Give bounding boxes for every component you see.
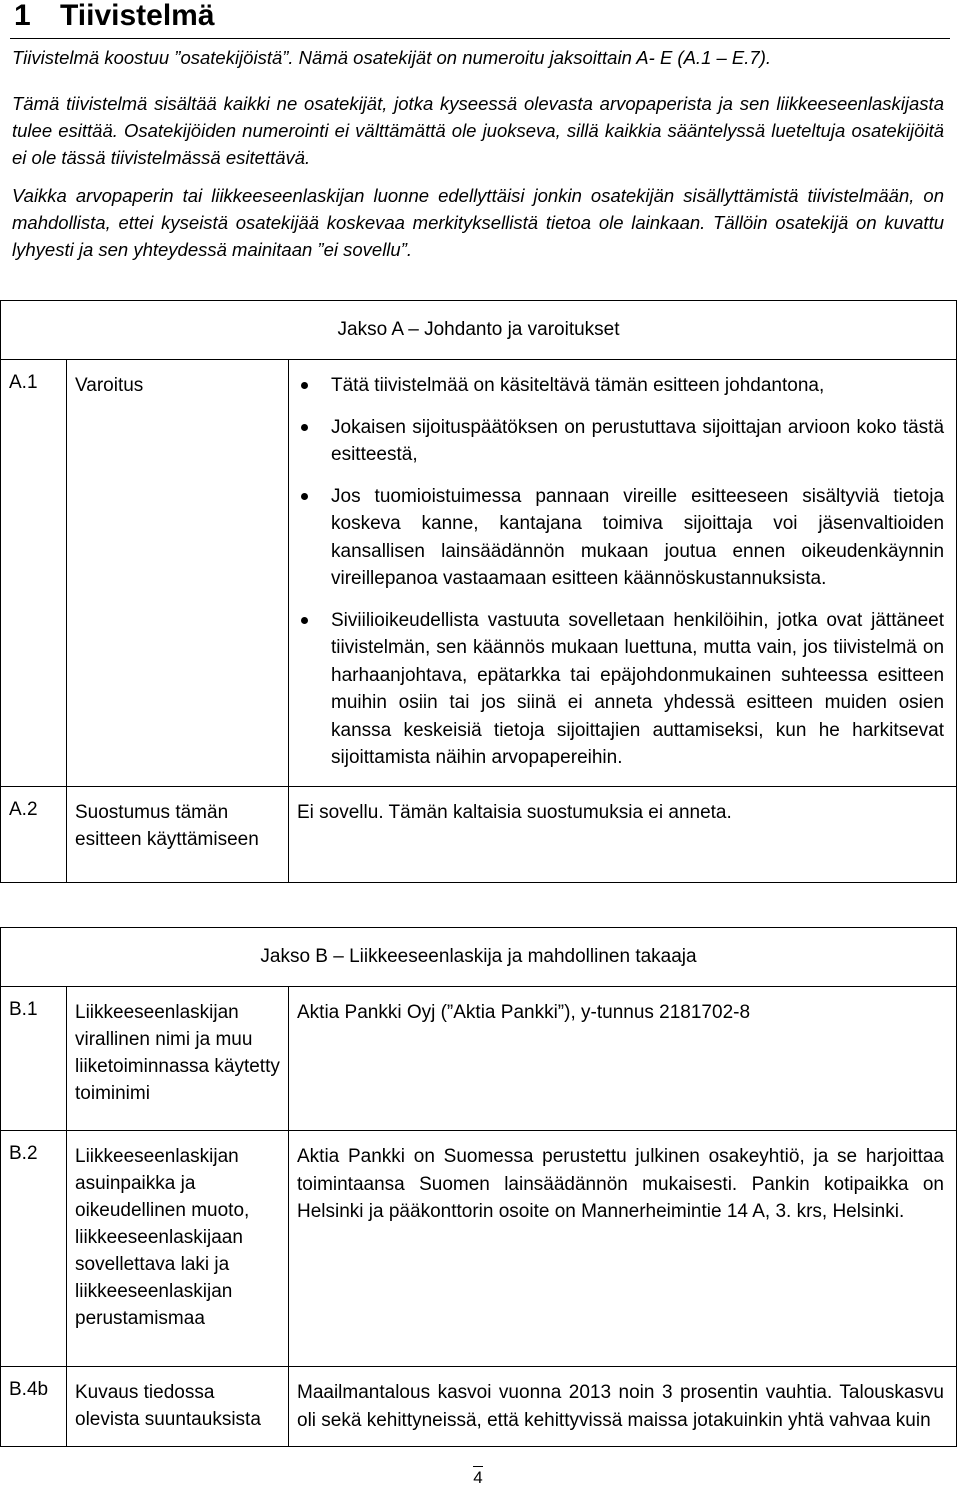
list-item: Jos tuomioistuimessa pannaan vireille esitteeseen sisältyviä tietoja koskeva kanne, kantajana toimiva sijoittaja voi jäsenvaltioiden kansallisen lainsäädännön mukaan joutua ennen oikeudenkäynnin vireillepanoa vastaamaan esitteen käännöskustannuksista.: [297, 483, 944, 593]
element-content: Ei sovellu. Tämän kaltaisia suostumuksia ei anneta.: [289, 786, 957, 882]
bullet-icon: [301, 617, 308, 624]
section-title: Tiivistelmä: [60, 0, 215, 32]
bullet-icon: [301, 424, 308, 431]
section-b-title: Jakso B – Liikkeeseenlaskija ja mahdollinen takaaja: [1, 928, 957, 987]
page-number: 4: [473, 1468, 483, 1487]
bullet-icon: [301, 493, 308, 500]
section-a-title: Jakso A – Johdanto ja varoitukset: [1, 301, 957, 360]
element-label: Liikkeeseenlaskijan virallinen nimi ja muu liiketoiminnassa käytetty toiminimi: [67, 987, 289, 1131]
intro-paragraph-1: Tiivistelmä koostuu ”osatekijöistä”. Nämä osatekijät on numeroitu jaksoittain A- E (A.1 – E.7).: [12, 47, 771, 68]
element-id: B.2: [1, 1131, 67, 1367]
section-number: 1: [14, 0, 31, 32]
element-id: A.1: [1, 360, 67, 787]
section-b-table: [0, 927, 957, 1447]
bullet-icon: [301, 382, 308, 389]
list-item: Jokaisen sijoituspäätöksen on perustuttava sijoittajan arvioon koko tästä esitteestä,: [297, 414, 944, 469]
intro-paragraph-2: Tämä tiivistelmä sisältää kaikki ne osatekijät, jotka kyseessä olevasta arvopaperista ja sen liikkeeseenlaskijasta tulee esittää. Osatekijöiden numerointi ei välttämättä ole juokseva, sillä kaikkia sääntelyssä lueteltuja osatekijöitä ei ole tässä tiivistelmässä esitettävä.: [12, 93, 944, 168]
element-content: Aktia Pankki on Suomessa perustettu julkinen osakeyhtiö, ja se harjoittaa toimintaansa Suomen lainsäädännön mukaisesti. Pankin kotipaikka on Helsinki ja pääkonttorin osoite on Mannerheimintie 14 A, 3. krs, Helsinki.: [289, 1131, 957, 1367]
element-id: A.2: [1, 786, 67, 882]
element-content: [289, 360, 957, 787]
element-label: Liikkeeseenlaskijan asuinpaikka ja oikeudellinen muoto, liikkeeseenlaskijaan sovellettava laki ja liikkeeseenlaskijan perustamismaa: [67, 1131, 289, 1367]
element-label: Varoitus: [67, 360, 289, 787]
list-item: Tätä tiivistelmää on käsiteltävä tämän esitteen johdantona,: [297, 372, 944, 400]
element-label: Suostumus tämän esitteen käyttämiseen: [67, 786, 289, 882]
element-label: Kuvaus tiedossa olevista suuntauksista: [67, 1367, 289, 1447]
element-content: Maailmantalous kasvoi vuonna 2013 noin 3 prosentin vauhtia. Talouskasvu oli sekä kehittyneissä, että kehittyvissä maissa jotakuinkin yhtä vahvaa kuin: [289, 1367, 957, 1447]
warning-list: [297, 372, 944, 772]
section-heading: [10, 0, 950, 39]
list-item: Siviilioikeudellista vastuuta sovelletaan henkilöihin, jotka ovat jättäneet tiivistelmän, sen käännös mukaan luettuna, mutta vain, jos tiivistelmä on harhaanjohtava, epätarkka tai epäjohdonmukainen suhteessa esitteen muihin osiin tai jos siinä ei anneta yhdessä esitteen muiden osien kanssa keskeisiä tietoja sijoittajien auttamiseksi, kun he harkitsevat sijoittamista näihin arvopapereihin.: [297, 607, 944, 772]
element-id: B.4b: [1, 1367, 67, 1447]
element-content: Aktia Pankki Oyj (”Aktia Pankki”), y-tunnus 2181702-8: [289, 987, 957, 1131]
intro-paragraph-3: Vaikka arvopaperin tai liikkeeseenlaskijan luonne edellyttäisi jonkin osatekijän sisällyttämistä tiivistelmään, on mahdollista, ettei kyseistä osatekijää koskevaa merkityksellistä tietoa ole lainkaan. Tällöin osatekijä on kuvattu lyhyesti ja sen yhteydessä mainitaan ”ei sovellu”.: [12, 185, 944, 260]
element-id: B.1: [1, 987, 67, 1131]
section-a-table: [0, 300, 957, 883]
